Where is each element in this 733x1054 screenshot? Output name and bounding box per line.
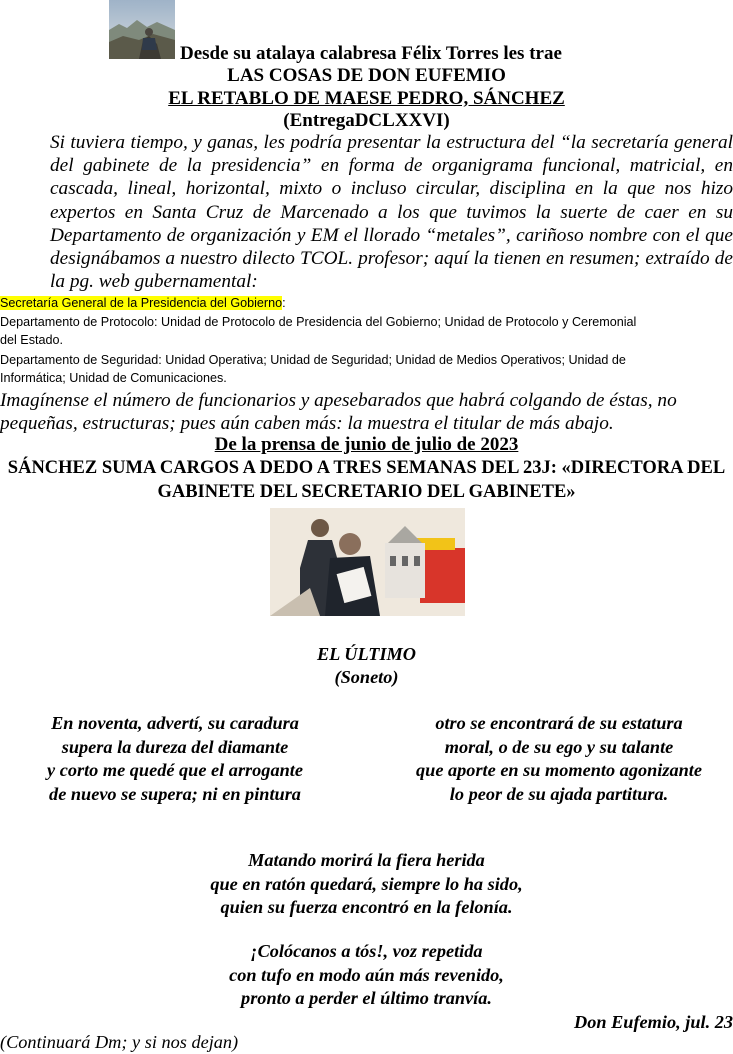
stanza-3 (0, 849, 733, 920)
column-title: LAS COSAS DE DON EUFEMIO (227, 65, 506, 86)
intro-paragraph: Si tuviera tiempo, y ganas, les podría presentar la estructura del “la secretaría general del gabinete de la presidencia” en forma de organigrama funcional, matricial, en cascada, lineal, horizontal, mixto o incluso circular, disciplina en la que nos hizo expertos en Santa Cruz de Marcenado a los que tuvimos la suerte de caer en su Departamento de organización y EM el llorado “metales”, cariñoso nombre con el que designábamos a nuestro dilecto TCOL. profesor; aquí la tienen en resumen; extraído de la pg. web gubernamental: (50, 132, 733, 293)
byline: Desde su atalaya calabresa Félix Torres les trae (180, 43, 562, 64)
press-headline-line2: GABINETE DEL SECRETARIO DEL GABINETE» (157, 482, 576, 502)
news-photo (270, 508, 465, 616)
poem-title: EL ÚLTIMO (316, 644, 417, 664)
article-title: EL RETABLO DE MAESE PEDRO, SÁNCHEZ (168, 88, 565, 109)
press-source: De la prensa de junio de julio de 2023 (214, 434, 519, 455)
verse: lo peor de su ajada partitura. (449, 783, 669, 804)
verse: que en ratón quedará, siempre lo ha sido, (210, 873, 523, 894)
author-photo (109, 0, 175, 59)
verse: que aporte en su momento agonizante (416, 760, 702, 780)
verse: quien su fuerza encontró en la felonía. (220, 897, 513, 917)
verse: de nuevo se supera; ni en pintura (49, 783, 301, 804)
stanza-1 (0, 712, 350, 806)
gov-heading-line (0, 294, 733, 312)
stanza-4 (0, 940, 733, 1011)
verse: ¡Colócanos a tós!, voz repetida (250, 941, 483, 961)
verse: con tufo en modo aún más revenido, (229, 964, 504, 985)
gov-heading: Secretaría General de la Presidencia del Gobierno (0, 296, 283, 310)
verse: Matando morirá la fiera herida (248, 850, 485, 870)
protocol-dept-line1: Departamento de Protocolo: Unidad de Protocolo de Presidencia del Gobierno; Unidad de Protocolo y Ceremonial (0, 315, 637, 329)
verse: En noventa, advertí, su caradura (51, 713, 299, 733)
verse: pronto a perder el último tranvía. (241, 988, 492, 1008)
verse: otro se encontrará de su estatura (435, 713, 683, 733)
comment-line2: pequeñas, estructuras; pues aún caben más: la muestra el titular de más abajo. (0, 413, 614, 434)
footer-note: (Continuará Dm; y si nos dejan) (0, 1032, 239, 1052)
poem-subtitle: (Soneto) (334, 667, 399, 687)
installment-number: (EntregaDCLXXVI) (283, 110, 450, 131)
stanza-2 (385, 712, 733, 806)
security-dept-line1: Departamento de Seguridad: Unidad Operativa; Unidad de Seguridad; Unidad de Medios Operativos; Unidad de (0, 353, 626, 367)
press-headline-line1: SÁNCHEZ SUMA CARGOS A DEDO A TRES SEMANAS DEL 23J: «DIRECTORA DEL (7, 458, 726, 478)
verse: supera la dureza del diamante (61, 736, 289, 757)
gov-heading-colon: : (282, 296, 286, 310)
comment-line1: Imagínense el número de funcionarios y apesebarados que habrá colgando de éstas, no (0, 390, 677, 411)
protocol-dept-line2: del Estado. (0, 333, 64, 347)
security-dept-line2: Informática; Unidad de Comunicaciones. (0, 371, 227, 385)
verse: moral, o de su ego y su talante (444, 736, 674, 757)
verse: y corto me quedé que el arrogante (47, 760, 303, 780)
signature: Don Eufemio, jul. 23 (574, 1012, 733, 1032)
